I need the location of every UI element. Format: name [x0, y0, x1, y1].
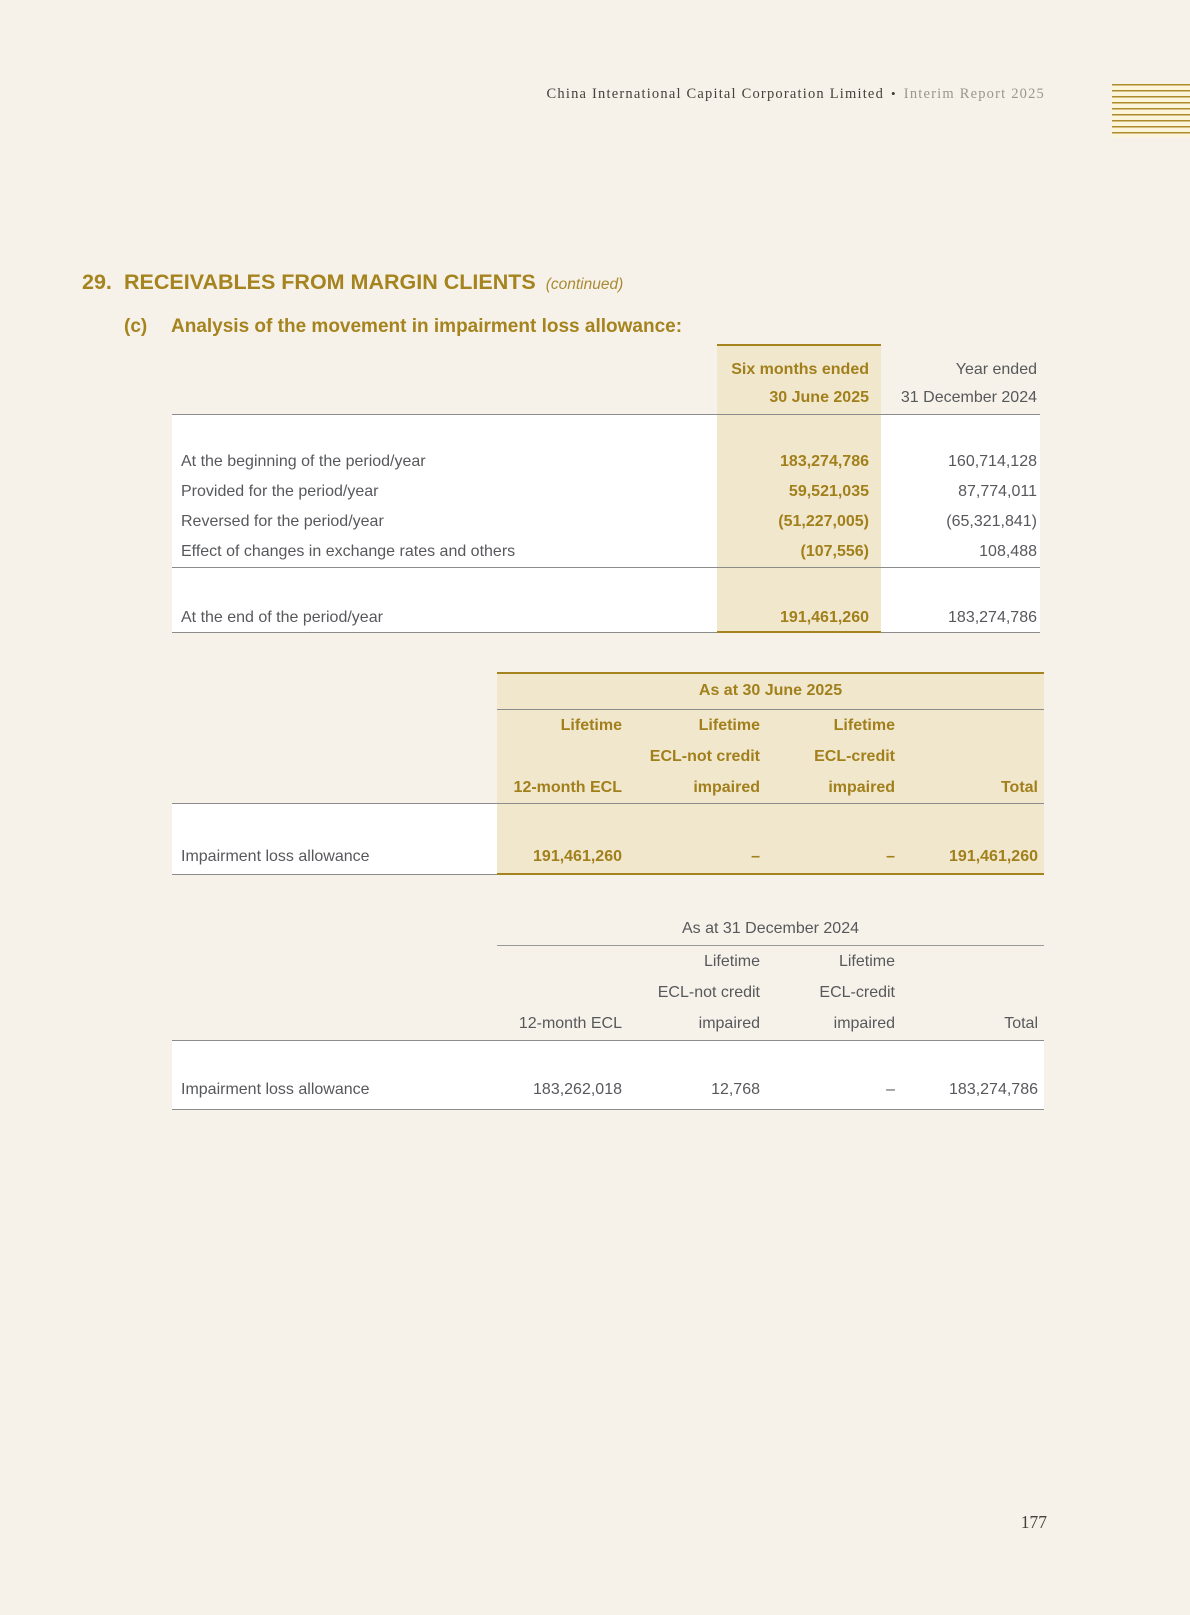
ecl-current-header-line-2: ECL-not credit ECL-credit [649, 747, 895, 765]
row-value-lt-impaired: – [886, 1081, 895, 1098]
row-value-prior: 108,488 [979, 543, 1037, 560]
ecl-prior-title: As at 31 December 2024 [497, 912, 1044, 946]
row-label: Effect of changes in exchange rates and others [181, 543, 516, 560]
ecl-prior-header-line-1: Lifetime Lifetime [703, 952, 895, 970]
subsection-letter: (c) [124, 316, 148, 337]
ecl-prior-header-line-3: 12-month ECL impaired impaired Total [518, 1014, 1038, 1032]
row-value-12m: 183,262,018 [533, 1081, 622, 1098]
row-value-lt-impaired: – [886, 848, 895, 865]
table-total-row [172, 603, 1040, 633]
ecl-table-current [172, 672, 1044, 875]
ecl-prior-header-line-2: ECL-not credit ECL-credit [657, 983, 895, 1001]
row-value-lt-not-impaired: 12,768 [711, 1081, 760, 1098]
row-value-prior: (65,321,841) [946, 513, 1037, 530]
row-label: At the beginning of the period/year [181, 453, 426, 470]
row-value-total: 191,461,260 [949, 848, 1038, 865]
section-continued-note: (continued) [545, 276, 624, 293]
row-label: At the end of the period/year [181, 609, 383, 626]
row-value-lt-not-impaired: – [751, 848, 760, 865]
row-label: Impairment loss allowance [181, 1081, 370, 1098]
row-value-current: 183,274,786 [780, 453, 869, 470]
row-label: Provided for the period/year [181, 483, 379, 500]
row-value-current: (107,556) [800, 543, 869, 560]
row-value-prior: 87,774,011 [958, 483, 1037, 500]
row-label: Impairment loss allowance [181, 848, 370, 865]
column-header-current-period: Six months ended 30 June 2025 [731, 361, 869, 406]
movement-table-header-row [172, 344, 1040, 415]
row-value-total: 183,274,786 [949, 1081, 1038, 1098]
subsection-heading [124, 316, 682, 338]
report-title: Interim Report 2025 [903, 86, 1045, 102]
ecl-current-title: As at 30 June 2025 [497, 672, 1044, 710]
row-value-prior: 183,274,786 [948, 609, 1037, 626]
row-value-12m: 191,461,260 [533, 848, 622, 865]
ecl-current-header-line-1: Lifetime Lifetime Lifetime [560, 716, 895, 734]
row-value-current: 191,461,260 [780, 609, 869, 626]
ecl-table-prior [172, 912, 1044, 1110]
table-row [172, 477, 1040, 507]
ecl-prior-data-row [172, 1039, 1044, 1109]
row-label: Reversed for the period/year [181, 513, 384, 530]
table-row [172, 507, 1040, 537]
ecl-current-data-row [172, 804, 1044, 876]
section-title: RECEIVABLES FROM MARGIN CLIENTS [124, 270, 536, 294]
row-value-current: 59,521,035 [788, 483, 869, 500]
section-number: 29. [82, 270, 112, 294]
movement-table [172, 344, 1040, 633]
table-row [172, 447, 1040, 477]
row-value-current: (51,227,005) [778, 513, 869, 530]
separator-bullet: • [891, 86, 897, 101]
subsection-title: Analysis of the movement in impairment loss allowance: [171, 316, 683, 337]
row-value-prior: 160,714,128 [948, 453, 1037, 470]
ecl-current-header-line-3: 12-month ECL impaired impaired Total [513, 778, 1038, 796]
company-name: China International Capital Corporation Limited [546, 86, 885, 102]
page-number: 177 [1020, 1512, 1047, 1532]
running-head [547, 86, 1045, 103]
table-row [172, 537, 1040, 567]
corner-stripes-icon [1112, 84, 1190, 137]
column-header-prior-period: Year ended 31 December 2024 [900, 361, 1037, 406]
section-heading [82, 270, 623, 295]
